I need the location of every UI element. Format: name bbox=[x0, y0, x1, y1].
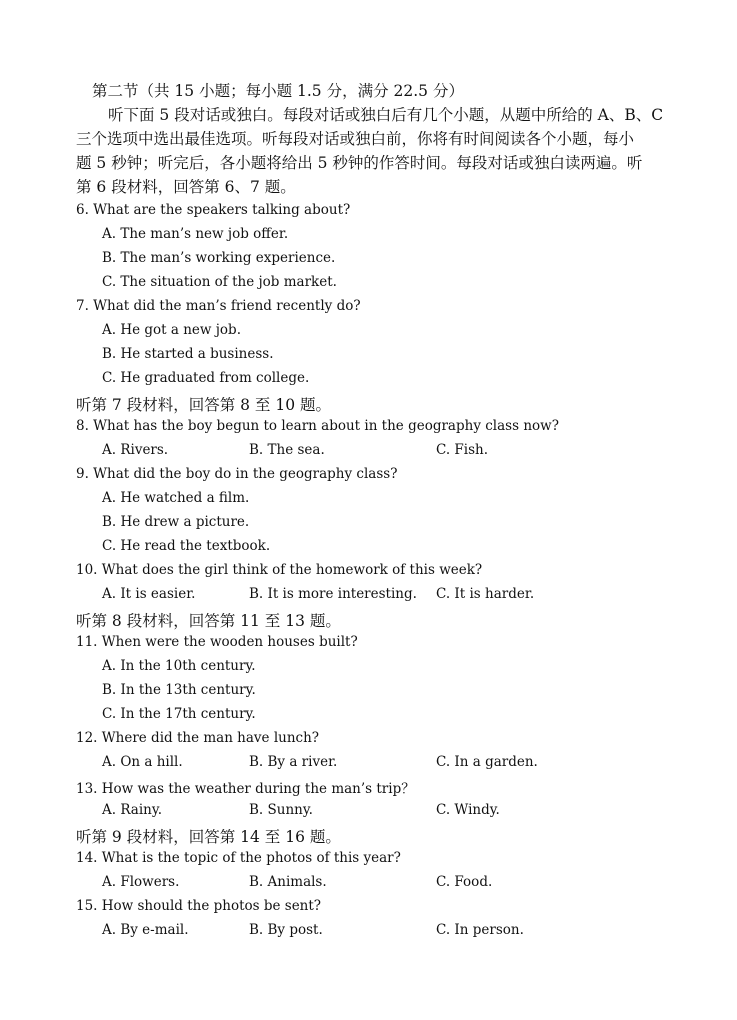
q6-option-a: A. The man’s new job offer. bbox=[102, 226, 289, 242]
q15-option-c: C. In person. bbox=[436, 922, 524, 938]
q8-option-c: C. Fish. bbox=[436, 442, 489, 458]
q12-option-b: B. By a river. bbox=[249, 754, 338, 770]
passage-8-header: 听第 8 段材料，回答第 11 至 13 题。 bbox=[76, 612, 341, 630]
q14-option-b: B. Animals. bbox=[249, 874, 327, 890]
q14-option-c: C. Food. bbox=[436, 874, 493, 890]
q9-option-a: A. He watched a film. bbox=[102, 490, 250, 506]
q14-option-a: A. Flowers. bbox=[102, 874, 180, 890]
q12-option-c: C. In a garden. bbox=[436, 754, 538, 770]
q9-option-c: C. He read the textbook. bbox=[102, 538, 271, 554]
question-14: 14. What is the topic of the photos of this year? bbox=[76, 850, 401, 866]
question-8: 8. What has the boy begun to learn about in the geography class now? bbox=[76, 418, 559, 434]
question-6: 6. What are the speakers talking about? bbox=[76, 202, 351, 218]
q10-option-c: C. It is harder. bbox=[436, 586, 535, 602]
question-15: 15. How should the photos be sent? bbox=[76, 898, 322, 914]
question-11: 11. When were the wooden houses built? bbox=[76, 634, 358, 650]
question-10: 10. What does the girl think of the homework of this week? bbox=[76, 562, 483, 578]
passage-9-header: 听第 9 段材料，回答第 14 至 16 题。 bbox=[76, 828, 341, 846]
question-9: 9. What did the boy do in the geography class? bbox=[76, 466, 398, 482]
q10-option-a: A. It is easier. bbox=[102, 586, 196, 602]
q12-option-a: A. On a hill. bbox=[102, 754, 183, 770]
q11-option-b: B. In the 13th century. bbox=[102, 682, 256, 698]
question-7: 7. What did the man’s friend recently do? bbox=[76, 298, 361, 314]
section-header: 第二节（共 15 小题；每小题 1.5 分，满分 22.5 分） bbox=[92, 82, 464, 100]
q7-option-c: C. He graduated from college. bbox=[102, 370, 310, 386]
instruction-line: 三个选项中选出最佳选项。听每段对话或独白前，你将有时间阅读各个小题，每小 bbox=[76, 130, 635, 148]
q15-option-b: B. By post. bbox=[249, 922, 323, 938]
passage-7-header: 听第 7 段材料，回答第 8 至 10 题。 bbox=[76, 396, 332, 414]
q8-option-b: B. The sea. bbox=[249, 442, 325, 458]
q13-option-c: C. Windy. bbox=[436, 802, 500, 818]
q10-option-b: B. It is more interesting. bbox=[249, 586, 417, 602]
q7-option-a: A. He got a new job. bbox=[102, 322, 241, 338]
instruction-line: 第 6 段材料，回答第 6、7 题。 bbox=[76, 178, 296, 196]
question-12: 12. Where did the man have lunch? bbox=[76, 730, 320, 746]
q9-option-b: B. He drew a picture. bbox=[102, 514, 250, 530]
q6-option-c: C. The situation of the job market. bbox=[102, 274, 337, 290]
q7-option-b: B. He started a business. bbox=[102, 346, 274, 362]
q11-option-a: A. In the 10th century. bbox=[102, 658, 256, 674]
q6-option-b: B. The man’s working experience. bbox=[102, 250, 336, 266]
q8-option-a: A. Rivers. bbox=[102, 442, 169, 458]
instruction-line: 听下面 5 段对话或独白。每段对话或独白后有几个小题，从题中所给的 A、B、C bbox=[108, 106, 664, 124]
q13-option-a: A. Rainy. bbox=[102, 802, 162, 818]
q11-option-c: C. In the 17th century. bbox=[102, 706, 256, 722]
question-13: 13. How was the weather during the man’s trip？ bbox=[76, 781, 415, 797]
q15-option-a: A. By e-mail. bbox=[102, 922, 189, 938]
instruction-line: 题 5 秒钟；听完后，各小题将给出 5 秒钟的作答时间。每段对话或独白读两遍。听 bbox=[76, 154, 643, 172]
q13-option-b: B. Sunny. bbox=[249, 802, 313, 818]
